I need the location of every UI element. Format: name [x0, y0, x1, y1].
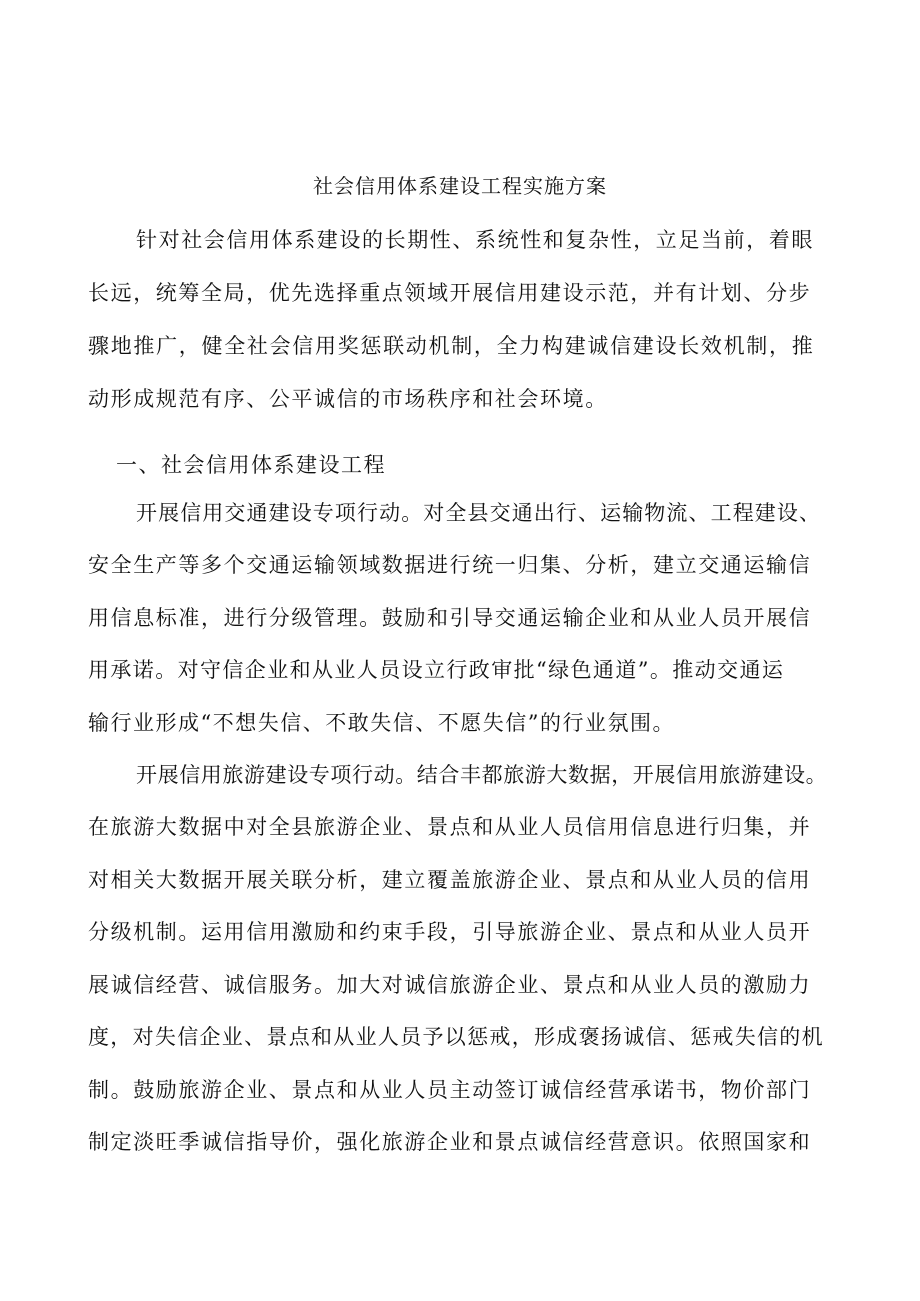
paragraph-line: 对相关大数据开展关联分析，建立覆盖旅游企业、景点和从业人员的信用: [88, 868, 812, 892]
paragraph-line: 输行业形成“不想失信、不敢失信、不愿失信”的行业氛围。: [88, 711, 675, 735]
paragraph-line: 制定淡旺季诚信指导价，强化旅游企业和景点诚信经营意识。依照国家和: [88, 1130, 812, 1154]
paragraph-line: 在旅游大数据中对全县旅游企业、景点和从业人员信用信息进行归集，并: [88, 815, 812, 839]
intro-line: 针对社会信用体系建设的长期性、系统性和复杂性，立足当前，着眼: [136, 228, 814, 252]
paragraph-line: 用承诺。对守信企业和从业人员设立行政审批“绿色通道”。推动交通运: [88, 658, 785, 682]
paragraph-line: 用信息标准，进行分级管理。鼓励和引导交通运输企业和从业人员开展信: [88, 606, 812, 630]
paragraph-line: 展诚信经营、诚信服务。加大对诚信旅游企业、景点和从业人员的激励力: [88, 973, 812, 997]
intro-line: 动形成规范有序、公平诚信的市场秩序和社会环境。: [88, 387, 608, 411]
intro-line: 骤地推广，健全社会信用奖惩联动机制，全力构建诚信建设长效机制，推: [88, 334, 815, 358]
paragraph-line: 分级机制。运用信用激励和约束手段，引导旅游企业、景点和从业人员开: [88, 920, 812, 944]
section-heading: 一、社会信用体系建设工程: [116, 453, 386, 477]
paragraph-line: 制。鼓励旅游企业、景点和从业人员主动签订诚信经营承诺书，物价部门: [88, 1078, 812, 1102]
paragraph-line: 安全生产等多个交通运输领域数据进行统一归集、分析，建立交通运输信: [88, 553, 812, 577]
paragraph-line: 开展信用交通建设专项行动。对全县交通出行、运输物流、工程建设、: [136, 501, 822, 525]
intro-line: 长远，统筹全局，优先选择重点领域开展信用建设示范，并有计划、分步: [88, 281, 812, 305]
paragraph-line: 开展信用旅游建设专项行动。结合丰都旅游大数据，开展信用旅游建设。: [136, 763, 828, 787]
paragraph-line: 度，对失信企业、景点和从业人员予以惩戒，形成褒扬诚信、惩戒失信的机: [88, 1025, 824, 1049]
document-title: 社会信用体系建设工程实施方案: [313, 174, 607, 198]
